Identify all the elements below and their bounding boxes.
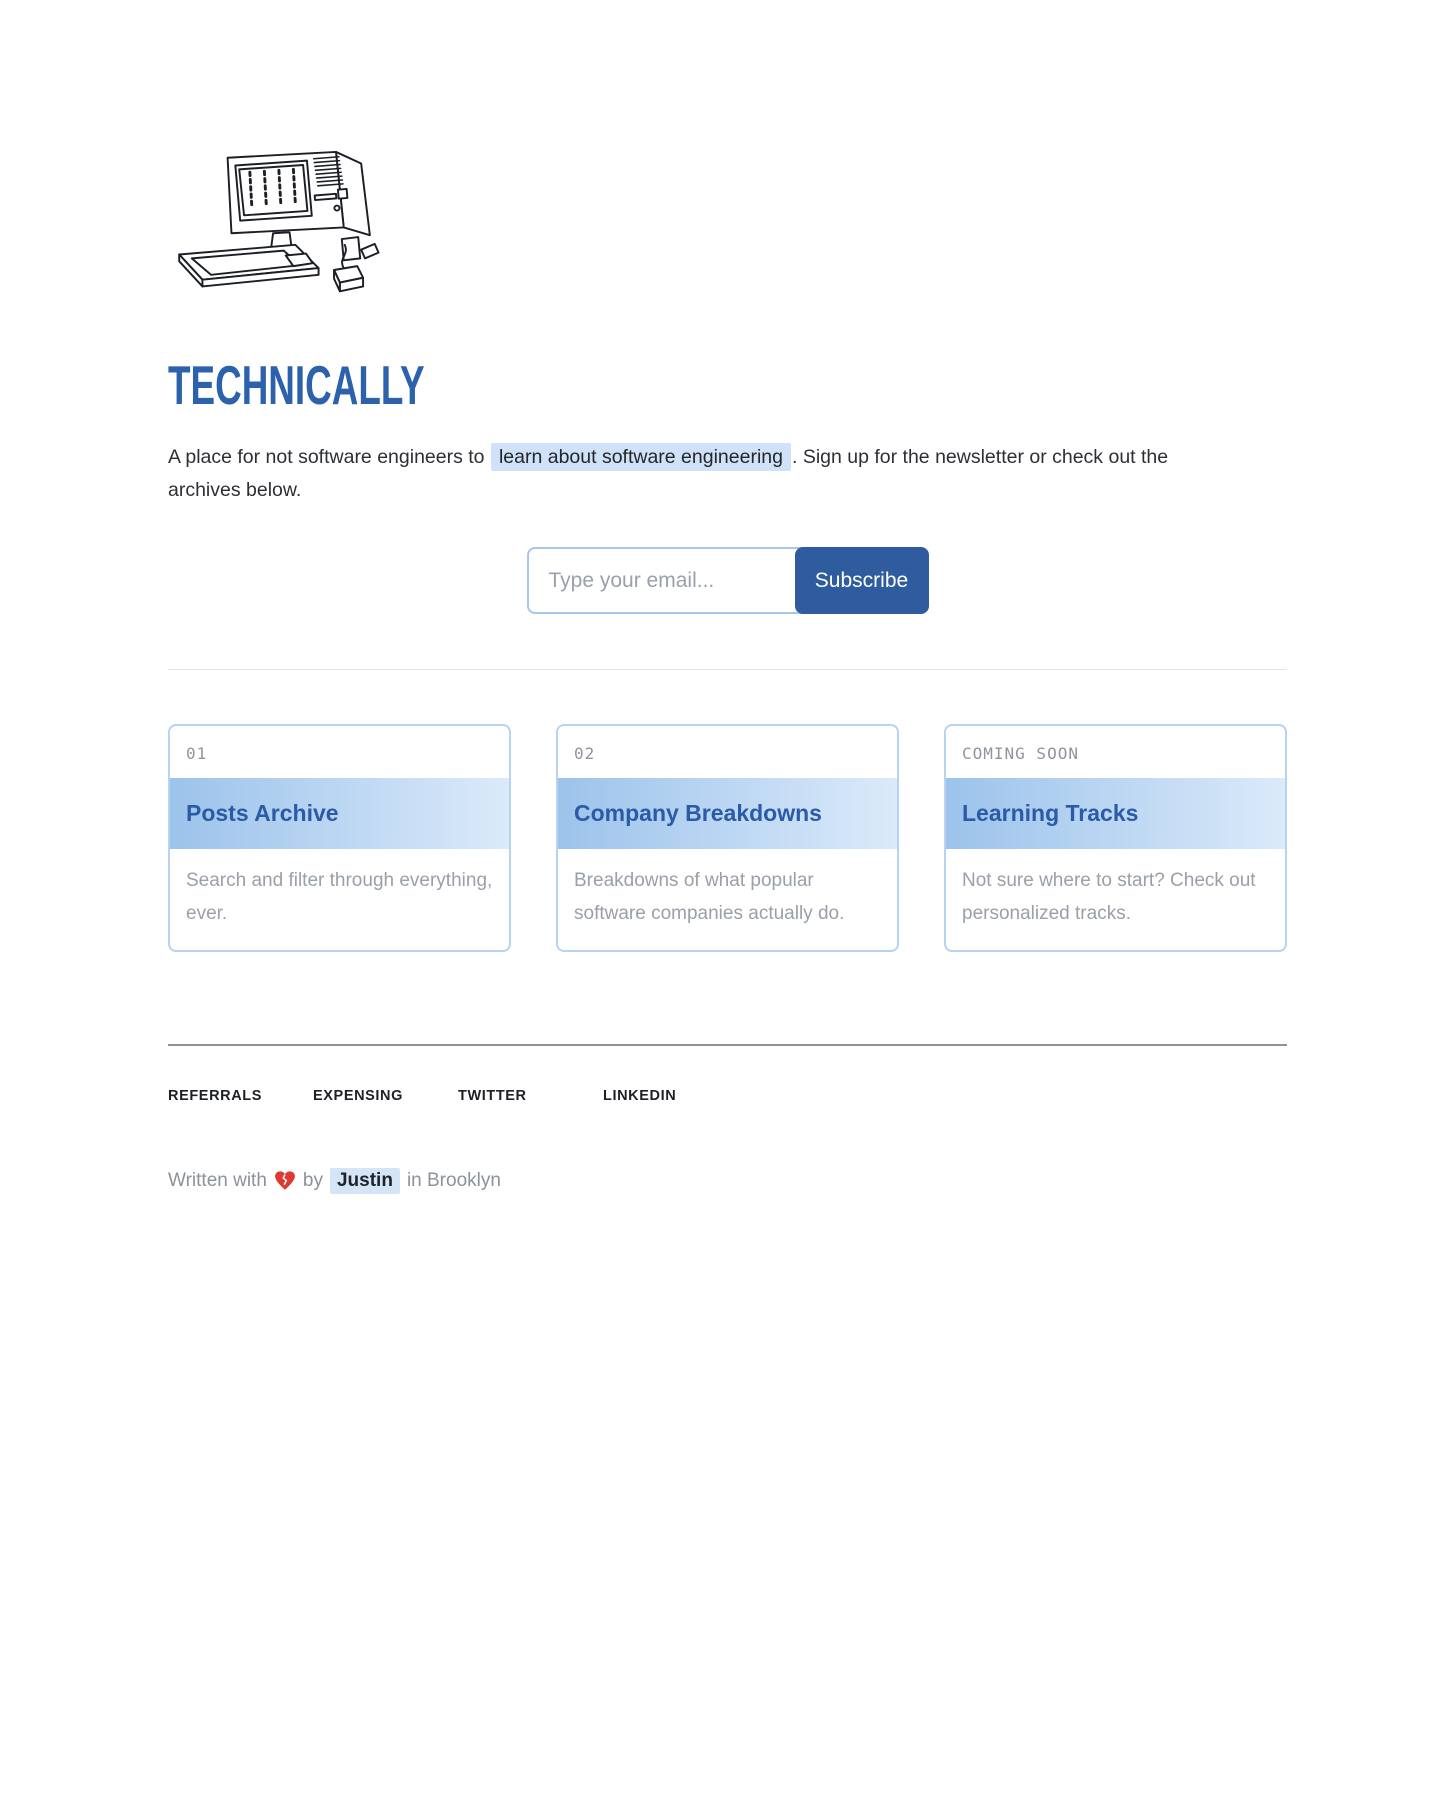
card-title-band	[558, 778, 897, 849]
archive-cards	[168, 724, 1287, 952]
tagline-post: . Sign up for the newsletter or check out the archives below.	[168, 446, 1169, 501]
card-description: Breakdowns of what popular software companies actually do.	[574, 870, 845, 924]
page-container	[168, 0, 1287, 1194]
footer-link-twitter[interactable]: TWITTER	[458, 1088, 527, 1104]
card-title: Learning Tracks	[962, 800, 1139, 826]
card-number-label: 02	[574, 744, 596, 763]
card-title-band	[946, 778, 1285, 849]
card-description: Search and filter through everything, ever.	[186, 870, 493, 924]
tagline	[168, 441, 1208, 507]
tagline-pre: A place for not software engineers to	[168, 446, 485, 468]
written-pre: Written with	[168, 1170, 267, 1191]
card-posts-archive[interactable]	[168, 724, 511, 952]
card-title-band	[170, 778, 509, 849]
card-number-label: 01	[186, 744, 208, 763]
card-company-breakdowns[interactable]	[556, 724, 899, 952]
footer-links	[168, 1088, 1287, 1104]
footer-divider	[168, 1044, 1287, 1046]
card-learning-tracks	[944, 724, 1287, 952]
author-link[interactable]: Justin	[330, 1168, 400, 1194]
card-title: Posts Archive	[186, 800, 339, 826]
subscribe-form	[527, 547, 929, 614]
written-post: in Brooklyn	[406, 1170, 501, 1191]
page-title: TECHNICALLY	[168, 354, 425, 416]
footer-link-linkedin[interactable]: LINKEDIN	[603, 1088, 677, 1104]
written-with-line	[168, 1168, 1287, 1194]
card-coming-soon-label: COMING SOON	[962, 744, 1079, 763]
learn-link[interactable]: learn about software engineering	[491, 443, 791, 471]
footer-link-referrals[interactable]: REFERRALS	[168, 1088, 263, 1104]
retro-computer-illustration	[168, 150, 383, 300]
top-divider	[168, 669, 1287, 670]
email-input[interactable]	[527, 547, 803, 614]
footer-link-expensing[interactable]: EXPENSING	[313, 1088, 404, 1104]
card-description: Not sure where to start? Check out personalized tracks.	[962, 870, 1256, 924]
written-mid: by	[302, 1170, 323, 1191]
subscribe-button[interactable]: Subscribe	[795, 547, 929, 614]
card-title: Company Breakdowns	[574, 800, 822, 826]
broken-heart-icon	[274, 1170, 296, 1192]
